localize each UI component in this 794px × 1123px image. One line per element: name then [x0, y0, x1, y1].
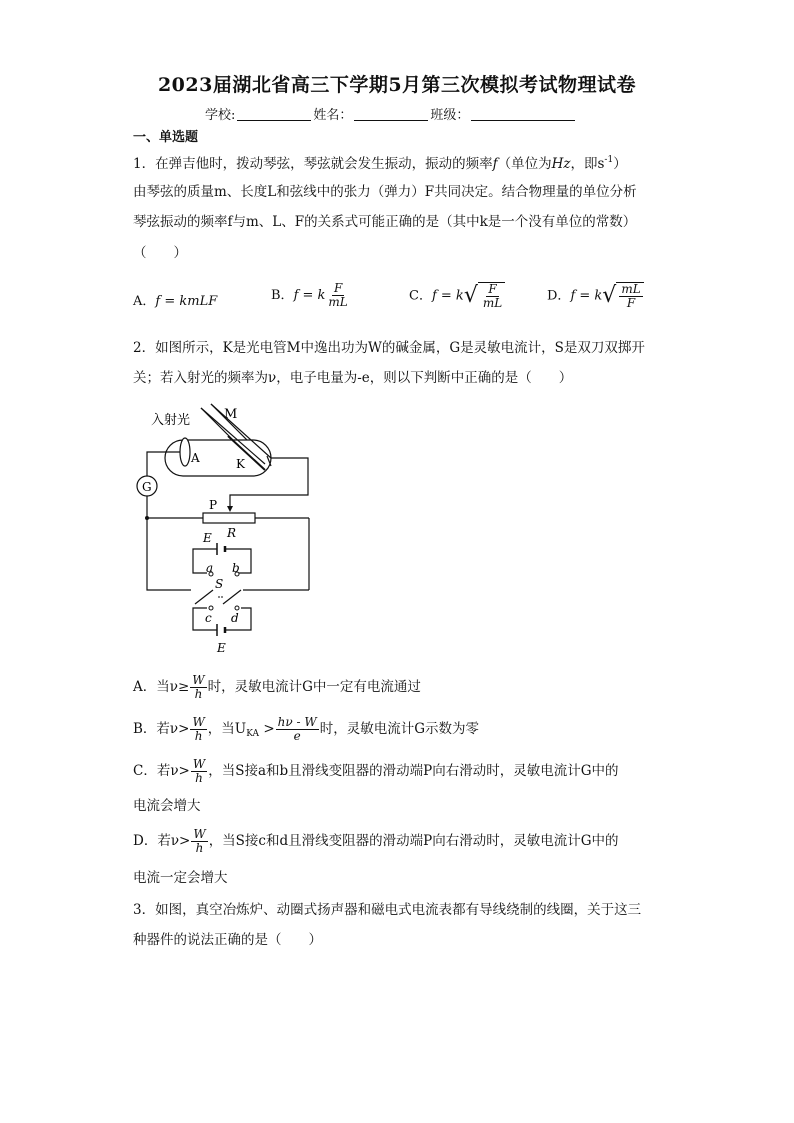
school-blank[interactable]: [237, 120, 311, 121]
q2-option-c[interactable]: C．若ν> $\frac{W}{h}$ ，当S接a和b且滑线变阻器的滑动端P向右滑动时，灵敏电流计G中的: [133, 757, 619, 785]
section-heading: 一、单选题: [133, 130, 199, 145]
q1-line2: 由琴弦的质量m、长度L和弦线中的张力（弹力）F共同决定。结合物理量的单位分析: [133, 184, 637, 200]
q1-option-a[interactable]: A．f = kmLF: [133, 294, 218, 309]
q1-option-b[interactable]: B．f = k $\frac{F}{mL}$: [271, 281, 348, 309]
q2-option-a[interactable]: A．当ν≥ $\frac{W}{h}$ 时，灵敏电流计G中一定有电流通过: [133, 673, 421, 701]
label-R: R: [227, 526, 237, 540]
switch-blade-left[interactable]: [195, 590, 213, 604]
q3-line1: 3．如图，真空冶炼炉、动圈式扬声器和磁电式电流表都有导线绕制的线圈，关于这三: [133, 902, 642, 918]
rheostat-r: [203, 513, 255, 523]
q2-option-b[interactable]: B．若ν> $\frac{W}{h}$ ，当$U_{KA}$ > $\frac{h\nu - W}{e}$ 时，灵敏电流计G示数为零: [133, 715, 479, 743]
label-c: c: [205, 611, 212, 625]
label-b: b: [232, 561, 240, 575]
q1-option-d[interactable]: D．f = k √ $\frac{mL}{F}$: [547, 282, 644, 310]
label-A: A: [191, 451, 200, 465]
school-label: 学校:: [205, 108, 236, 123]
q2-option-d-line2: 电流一定会增大: [133, 870, 228, 886]
label-E-bottom: E: [217, 641, 226, 655]
q1-line1: 1．在弹吉他时，拨动琴弦，琴弦就会发生振动，振动的频率f（单位为Hz，即$s^{-1}$）: [133, 155, 627, 172]
incident-light-label: 入射光: [151, 413, 191, 428]
q1-option-c[interactable]: C．f = k √ $\frac{F}{mL}$: [409, 282, 505, 310]
label-M: M: [224, 407, 238, 422]
q1-line4: （ ）: [133, 245, 187, 261]
photoelectric-circuit-diagram: [133, 400, 333, 660]
q1-options: [133, 282, 663, 316]
label-K: K: [236, 457, 245, 471]
class-label: 班级：: [430, 108, 470, 123]
page-title: 2023届湖北省高三下学期5月第三次模拟考试物理试卷: [157, 74, 637, 96]
label-S: S: [215, 577, 224, 591]
label-E-top: E: [203, 531, 212, 545]
name-label: 姓名：: [313, 108, 353, 123]
name-blank[interactable]: [354, 120, 428, 121]
q2-line1: 2．如图所示，K是光电管M中逸出功为W的碱金属，G是灵敏电流计，S是双刀双掷开: [133, 340, 645, 356]
anode: [180, 438, 190, 466]
q3-line2: 种器件的说法正确的是（ ）: [133, 932, 322, 948]
q2-option-d[interactable]: D．若ν> $\frac{W}{h}$ ，当S接c和d且滑线变阻器的滑动端P向右滑动时，灵敏电流计G中的: [133, 827, 619, 855]
label-G: G: [142, 480, 152, 494]
label-d: d: [231, 611, 239, 625]
q1-line3: 琴弦振动的频率f与m、L、F的关系式可能正确的是（其中k是一个没有单位的常数）: [133, 214, 637, 230]
label-P: P: [209, 498, 218, 512]
student-info-line: [205, 104, 577, 123]
label-a: a: [206, 561, 214, 575]
q2-option-c-line2: 电流会增大: [133, 798, 201, 814]
class-blank[interactable]: [471, 120, 575, 121]
q2-line2: 关；若入射光的频率为ν，电子电量为-e，则以下判断中正确的是（ ）: [133, 370, 573, 386]
switch-blade-right[interactable]: [223, 590, 241, 604]
